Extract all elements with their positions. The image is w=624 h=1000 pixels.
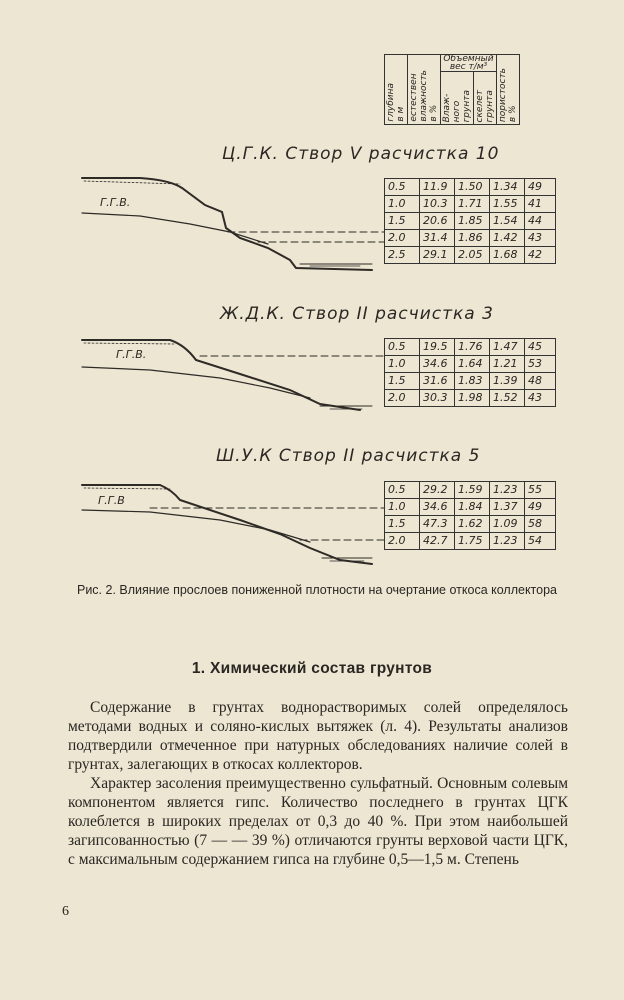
table-row: 1.0 34.6 1.64 1.21 53 (385, 356, 556, 373)
section-title-3: Ш.У.К Створ II расчистка 5 (216, 446, 481, 466)
header-skeleton: скелет грунта (474, 72, 497, 125)
paragraph-1: Содержание в грунтах воднорастворимых солей определялось методами водных и соляно-кислых вытяжек (л. 4). Результаты анализов подтвердили отмеченное при натурных обследованиях наличие солей в грунтах, залегающих в откосах коллекторов. (68, 699, 568, 773)
header-moisture: естествен влажность в % (408, 55, 441, 125)
table-row: 2.5 29.1 2.05 1.68 42 (385, 247, 556, 264)
table-row: 1.5 31.6 1.83 1.39 48 (385, 373, 556, 390)
table-row: 2.0 42.7 1.75 1.23 54 (385, 533, 556, 550)
table-row: 0.5 11.9 1.50 1.34 49 (385, 179, 556, 196)
groundwater-label-2: Г.Г.В. (116, 348, 147, 361)
table-row: 0.5 19.5 1.76 1.47 45 (385, 339, 556, 356)
table-row: 1.0 10.3 1.71 1.55 41 (385, 196, 556, 213)
section-title-1: Ц.Г.К. Створ V расчистка 10 (222, 144, 500, 164)
groundwater-label-1: Г.Г.В. (100, 196, 131, 209)
table-row: 1.5 20.6 1.85 1.54 44 (385, 213, 556, 230)
header-porosity: пористость в % (497, 55, 520, 125)
header-depth: глубина в м (385, 55, 408, 125)
section-title-2: Ж.Д.К. Створ II расчистка 3 (220, 304, 494, 324)
table-row: 2.0 30.3 1.98 1.52 43 (385, 390, 556, 407)
table-row: 2.0 31.4 1.86 1.42 43 (385, 230, 556, 247)
header-volume-weight: Объемный вес т/м³ (441, 55, 497, 72)
section-heading: 1. Химический состав грунтов (191, 660, 433, 677)
table-row: 1.5 47.3 1.62 1.09 58 (385, 516, 556, 533)
groundwater-label-3: Г.Г.В (98, 494, 125, 507)
header-table (384, 54, 520, 125)
paragraph-2: Характер засоления преимущественно сульфатный. Основным солевым компонентом является гипс. Количество последнего в грунтах ЦГК колеблется в широких пределах от 0,3 до 40 %. При этом наибольшей загипсованностью (7 — — 39 %) отличаются грунты верховой части ЦГК, с максимальным содержанием гипса на глубине 0,5—1,5 м. Степень (68, 775, 568, 868)
table-row: 0.5 29.2 1.59 1.23 55 (385, 482, 556, 499)
data-table-2 (384, 338, 556, 407)
page-number: 6 (62, 904, 69, 919)
data-table-1 (384, 178, 556, 264)
body-text (68, 698, 568, 869)
data-table-3 (384, 481, 556, 550)
header-wet-soil: Влаж- ного грунта (441, 72, 474, 125)
table-row: 1.0 34.6 1.84 1.37 49 (385, 499, 556, 516)
figure-caption: Рис. 2. Влияние прослоев пониженной плотности на очертание откоса коллектора (76, 583, 557, 597)
